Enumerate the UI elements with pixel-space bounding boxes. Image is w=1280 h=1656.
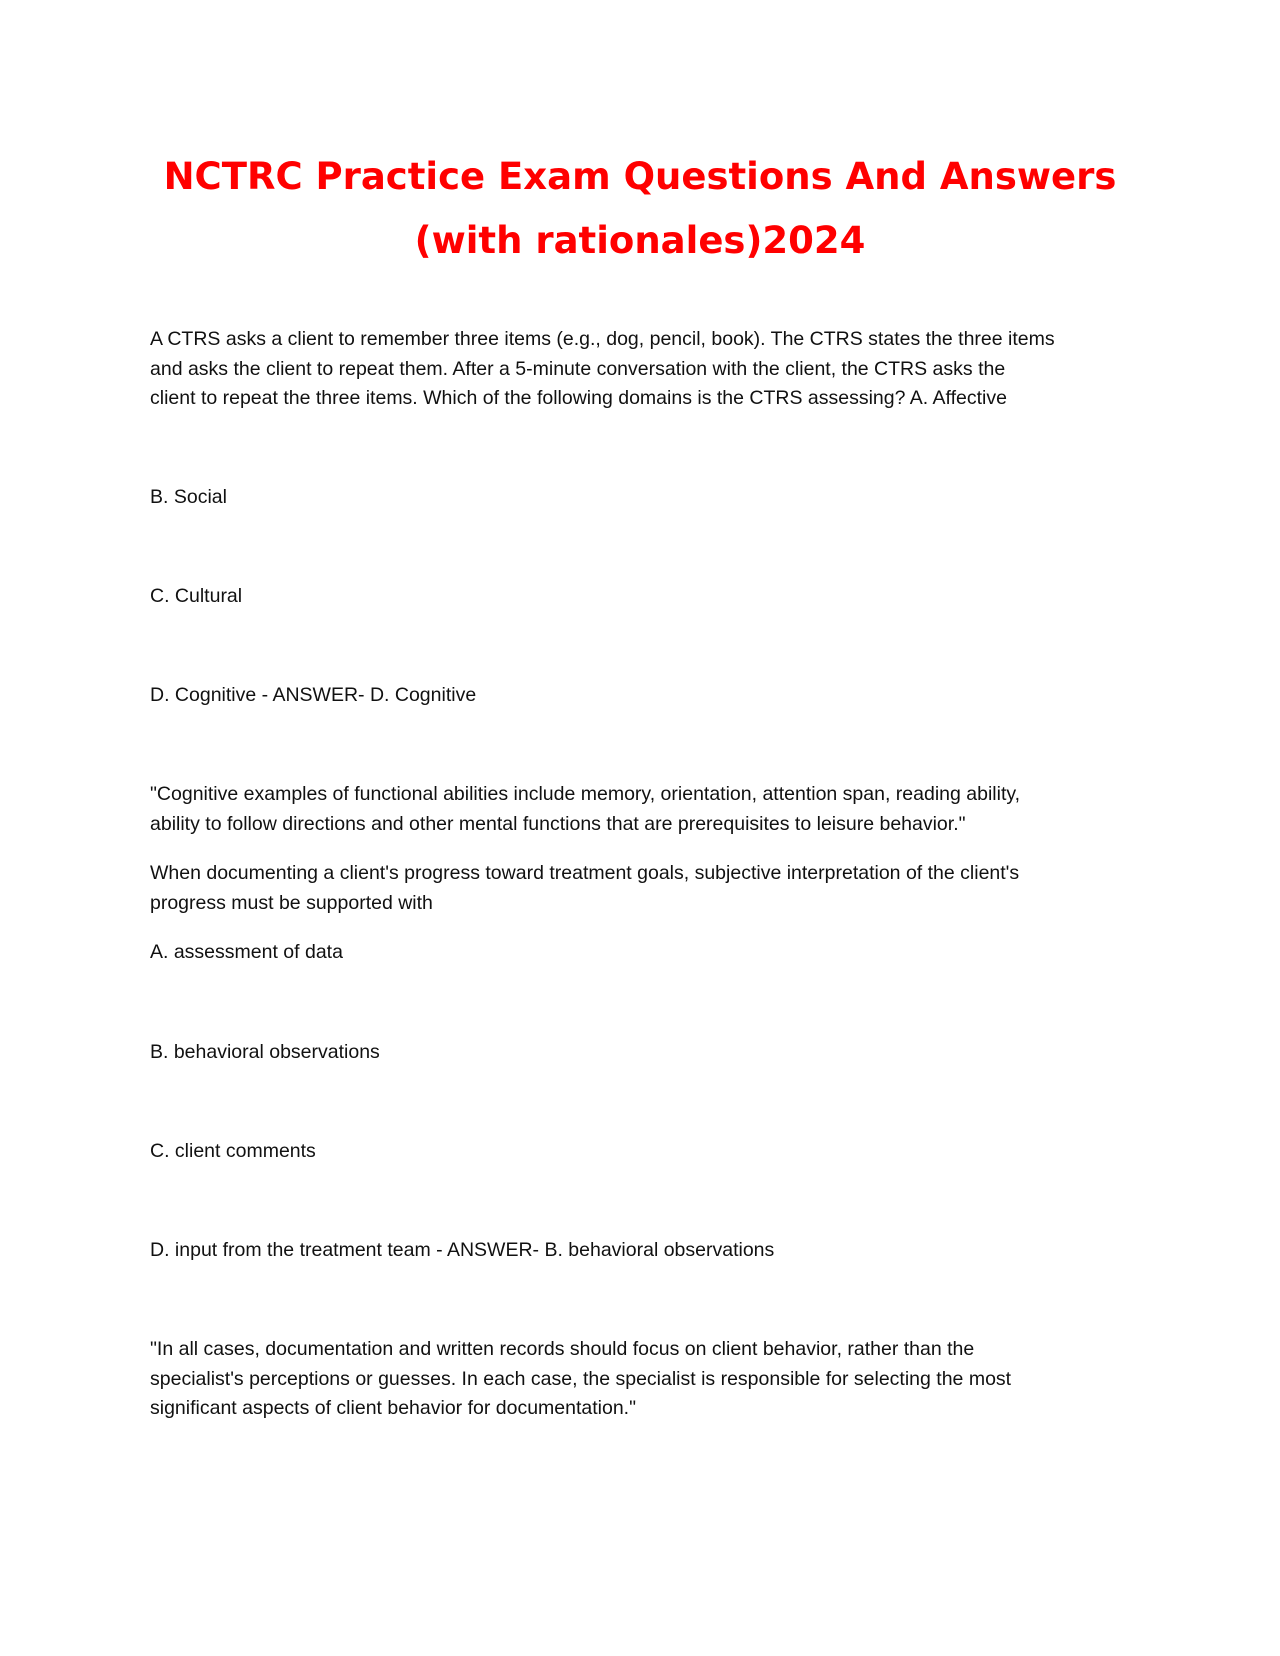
title-line-2: (with rationales)2024 xyxy=(414,219,866,262)
q2-question-line-2: progress must be supported with xyxy=(150,892,433,914)
q1-question-line-2: and asks the client to repeat them. After a 5-minute conversation with the client, the CTRS asks the xyxy=(150,358,1006,380)
q1-option-d-answer: D. Cognitive - ANSWER- D. Cognitive xyxy=(150,684,477,706)
q2-option-d-answer: D. input from the treatment team - ANSWER- B. behavioral observations xyxy=(150,1239,775,1261)
q1-option-c: C. Cultural xyxy=(150,585,243,607)
q1-question-line-3: client to repeat the three items. Which of the following domains is the CTRS assessing? A. Affective xyxy=(150,387,1007,409)
q1-question-line-1: A CTRS asks a client to remember three items (e.g., dog, pencil, book). The CTRS states the three items xyxy=(150,328,1055,350)
q2-option-c: C. client comments xyxy=(150,1140,316,1162)
title-line-1: NCTRC Practice Exam Questions And Answers xyxy=(163,155,1117,198)
page-title xyxy=(120,145,1160,273)
q1-rationale-line-2: ability to follow directions and other mental functions that are prerequisites to leisure behavior." xyxy=(150,813,966,835)
q2-rationale-line-1: "In all cases, documentation and written records should focus on client behavior, rather than the xyxy=(150,1338,975,1360)
q2-option-b: B. behavioral observations xyxy=(150,1041,380,1063)
q2-question-line-1: When documenting a client's progress toward treatment goals, subjective interpretation of the client's xyxy=(150,862,1020,884)
q2-rationale-line-3: significant aspects of client behavior for documentation." xyxy=(150,1397,637,1419)
q1-option-b: B. Social xyxy=(150,486,227,508)
q2-option-a: A. assessment of data xyxy=(150,941,343,963)
q1-rationale-line-1: "Cognitive examples of functional abilities include memory, orientation, attention span, reading ability, xyxy=(150,783,1021,805)
q2-rationale-line-2: specialist's perceptions or guesses. In each case, the specialist is responsible for selecting the most xyxy=(150,1368,1012,1390)
